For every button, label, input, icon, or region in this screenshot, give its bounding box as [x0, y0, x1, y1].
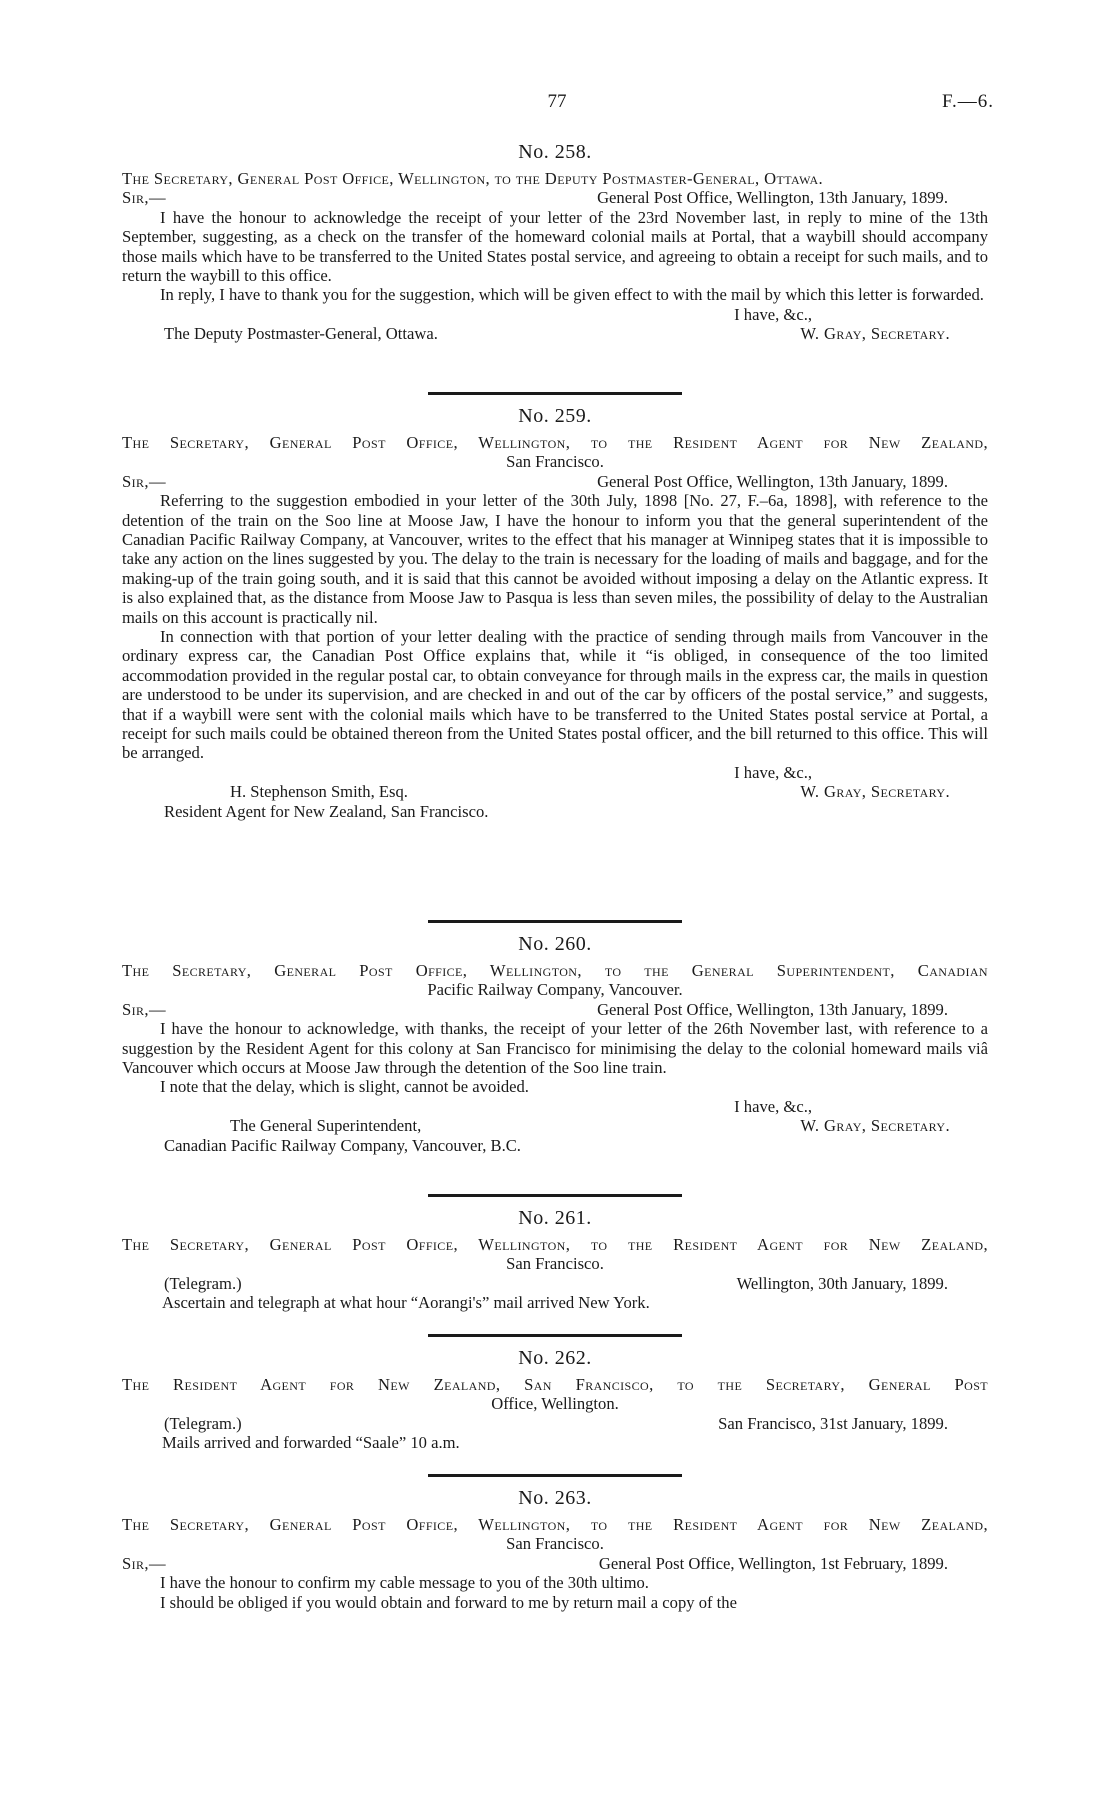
telegram-label: (Telegram.): [164, 1413, 242, 1433]
section-divider: [428, 1474, 682, 1477]
letter-262: [122, 1346, 988, 1453]
salutation-row: [122, 472, 988, 491]
place-date: General Post Office, Wellington, 13th January, 1899.: [597, 471, 948, 491]
addressee: The Deputy Postmaster-General, Ottawa.: [164, 324, 438, 344]
letter-260: [122, 932, 988, 1155]
letter-263: [122, 1486, 988, 1612]
telegram-body-row: [122, 1293, 988, 1312]
paragraph: In connection with that portion of your letter dealing with the practice of sending through mails from Vancouver in the ordinary express car, the Canadian Post Office explains that, while it “is obliged, in consequence of the too limited accommodation provided in the regular postal car, to obtain conveyance for through mails in the express car, the mails in question are understood to be under its supervision, and are checked in and out of the car by officers of the postal service,” and suggests, that if a waybill were sent with the colonial mails which have to be transferred to the United States postal service at Portal, a receipt for such mails could be obtained thereon from the United States postal officer, and the bill returned to this office. This will be arranged.: [122, 627, 988, 763]
place-date: General Post Office, Wellington, 13th January, 1899.: [597, 188, 948, 208]
place-date: San Francisco, 31st January, 1899.: [718, 1413, 948, 1433]
letter-259: [122, 404, 988, 821]
letter-routing-continued: San Francisco.: [506, 452, 604, 472]
signature: W. Gray, Secretary.: [800, 782, 950, 802]
addressee-row: [122, 1116, 988, 1135]
letter-routing: The Secretary, General Post Office, Wellington, to the Resident Agent for New Zealand,: [122, 433, 988, 452]
section-divider: [428, 1334, 682, 1337]
telegram-row: [122, 1274, 988, 1293]
telegram-body: Ascertain and telegraph at what hour “Aorangi's” mail arrived New York.: [162, 1293, 650, 1313]
place-date: Wellington, 30th January, 1899.: [736, 1273, 948, 1293]
salutation-row: [122, 188, 988, 207]
place-date: General Post Office, Wellington, 1st February, 1899.: [598, 1553, 948, 1573]
closing: I have, &c.,: [734, 762, 812, 782]
section-divider: [428, 920, 682, 923]
letter-routing: The Secretary, General Post Office, Wellington, to the General Superintendent, Canadian: [122, 961, 988, 980]
letter-routing: The Resident Agent for New Zealand, San Francisco, to the Secretary, General Post: [122, 1375, 988, 1394]
salutation: Sir,—: [122, 1553, 166, 1573]
addressee-row: [122, 782, 988, 801]
salutation: Sir,—: [122, 188, 166, 208]
salutation-row: [122, 1554, 988, 1573]
page-header: [120, 92, 994, 116]
letter-number: No. 259.: [518, 405, 592, 427]
telegram-label: (Telegram.): [164, 1273, 242, 1293]
telegram-body: Mails arrived and forwarded “Saale” 10 a.m.: [162, 1433, 460, 1453]
paragraph: I have the honour to acknowledge, with thanks, the receipt of your letter of the 26th November last, with reference to a suggestion by the Resident Agent for this colony at San Francisco for minimising the delay to the colonial homeward mails viâ Vancouver which occurs at Moose Jaw through the detention of the Soo line train.: [122, 1019, 988, 1078]
page-number: 77: [547, 91, 567, 112]
letter-258: [122, 140, 988, 344]
section-divider: [428, 392, 682, 395]
addressee-row: [122, 324, 988, 343]
closing-row: [122, 305, 988, 324]
letter-routing-continued: Office, Wellington.: [491, 1394, 619, 1414]
closing: I have, &c.,: [734, 304, 812, 324]
letter-number: No. 263.: [518, 1487, 592, 1509]
salutation: Sir,—: [122, 999, 166, 1019]
place-date: General Post Office, Wellington, 13th January, 1899.: [597, 999, 948, 1019]
section-divider: [428, 1194, 682, 1197]
letter-261: [122, 1206, 988, 1313]
closing-row: [122, 763, 988, 782]
salutation-row: [122, 1000, 988, 1019]
paragraph: Referring to the suggestion embodied in your letter of the 30th July, 1898 [No. 27, F.–6a, 1898], with reference to the detention of the train on the Soo line at Moose Jaw, I have the honour to inform you that the general superintendent of the Canadian Pacific Railway Company, at Vancouver, writes to the effect that his manager at Winnipeg states that it is impossible to take any action on the lines suggested by you. The delay to the train is necessary for the loading of mails and baggage, and for the making-up of the train going south, and it is said that this cannot be avoided without imposing a delay on the Atlantic express. It is also explained that, as the distance from Moose Jaw to Pasqua is less than seven miles, the possibility of delay to the Australian mails on this account is practically nil.: [122, 491, 988, 627]
letter-routing: The Secretary, General Post Office, Wellington, to the Resident Agent for New Zealand,: [122, 1235, 988, 1254]
signature: W. Gray, Secretary.: [800, 1116, 950, 1136]
paragraph: I note that the delay, which is slight, cannot be avoided.: [160, 1077, 529, 1097]
letter-routing-continued: San Francisco.: [506, 1254, 604, 1274]
paragraph: I should be obliged if you would obtain and forward to me by return mail a copy of the: [160, 1592, 737, 1612]
addressee-title: Canadian Pacific Railway Company, Vancouver, B.C.: [164, 1135, 521, 1155]
telegram-row: [122, 1414, 988, 1433]
addressee: H. Stephenson Smith, Esq.: [230, 782, 408, 802]
letter-number: No. 262.: [518, 1347, 592, 1369]
telegram-body-row: [122, 1433, 988, 1452]
salutation: Sir,—: [122, 471, 166, 491]
addressee-row: [122, 1136, 988, 1155]
addressee-row: [122, 802, 988, 821]
signature: W. Gray, Secretary.: [800, 324, 950, 344]
document-reference: F.—6.: [941, 91, 994, 112]
letter-routing: The Secretary, General Post Office, Wellington, to the Deputy Postmaster-General, Ottawa.: [122, 169, 824, 188]
letter-routing-continued: Pacific Railway Company, Vancouver.: [427, 980, 683, 1000]
letter-routing: The Secretary, General Post Office, Wellington, to the Resident Agent for New Zealand,: [122, 1515, 988, 1534]
addressee-title: Resident Agent for New Zealand, San Francisco.: [164, 801, 489, 821]
letter-routing-continued: San Francisco.: [506, 1534, 604, 1554]
paragraph: I have the honour to confirm my cable message to you of the 30th ultimo.: [160, 1573, 649, 1593]
closing-row: [122, 1097, 988, 1116]
paragraph: In reply, I have to thank you for the suggestion, which will be given effect to with the mail by which this letter is forwarded.: [160, 285, 984, 305]
letter-number: No. 260.: [518, 933, 592, 955]
letter-number: No. 261.: [518, 1207, 592, 1229]
letter-number: No. 258.: [518, 141, 592, 163]
addressee: The General Superintendent,: [230, 1116, 422, 1136]
paragraph: I have the honour to acknowledge the receipt of your letter of the 23rd November last, in reply to mine of the 13th September, suggesting, as a check on the transfer of the homeward colonial mails at Portal, that a waybill should accompany those mails which have to be transferred to the United States postal service, and agreeing to obtain a receipt for such mails, and to return the waybill to this office.: [122, 207, 988, 286]
closing: I have, &c.,: [734, 1096, 812, 1116]
